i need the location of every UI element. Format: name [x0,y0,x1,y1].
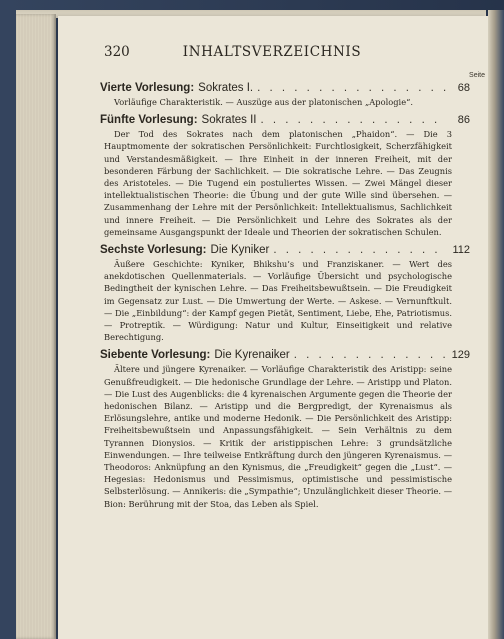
toc-entry-vierte [100,80,470,108]
lecture-subject: Sokrates I. [198,82,254,94]
toc-content [100,80,470,514]
toc-entry-heading [100,80,470,96]
lecture-summary: Der Tod des Sokrates nach dem platonischen „Phaidon“. — Die 3 Hauptmomente der sokratischen Persönlichkeit: Furchtlosigkeit, Scherzfähigkeit und Verstandesmäßigkeit. — Ihre Einheit in der inneren Freiheit, mit der besonderen Färbung der Sachlichkeit. — Die sokratische Lehre. — Das Zeugnis des Aristoteles. — Die Tugend ein postuliertes Wissen. — Zwei Mängel dieser intellektualistischen Theorie: die Übung und der gute Wille sind übersehen. — Zusammenhang der Lehre mit der Persönlichkeit: Intellektualismus, Sachlichkeit und innere Freiheit. — Die Persönlichkeit und Lehre des Sokrates als der gemeinsame Ausgangspunkt der Ideale und Theorien der sokratischen Schulen. [104,129,452,237]
running-title: INHALTSVERZEICHNIS [182,44,362,60]
lecture-summary: Äußere Geschichte: Kyniker, Bhikshu’s und Franziskaner. — Wert des anekdotischen Quellenmaterials. — Vorläufige Übersicht und psychologische Bedingtheit der kynischen Lehre. — Das Freiheitsbewußtsein. — Die Freudigkeit im Gegensatz zur Lust. — Die Umwertung der Werte. — Askese. — Vernunftkult. — Die „Einbildung“: der Kampf gegen Pietät, Sentiment, Liebe, Ehe, Patriotismus. — Protreptik. — Würdigung: Natur und Kultur, Einseitigkeit und relative Berechtigung. [104,259,452,343]
lecture-page-number: 68 [457,82,470,94]
lecture-title: Siebente Vorlesung: [100,349,211,362]
lecture-page-number: 112 [452,244,470,257]
lecture-title: Vierte Vorlesung: [100,82,195,94]
leader-dots [257,80,446,96]
toc-entry-heading [100,112,470,128]
lecture-subject: Die Kyrenaiker [214,349,290,362]
lecture-title: Fünfte Vorlesung: [100,114,198,127]
toc-entry-sechste [100,242,470,343]
lecture-page-number: 129 [451,349,470,362]
toc-entry-heading [100,242,470,258]
book-gutter [488,10,504,639]
leader-dots [261,112,447,128]
lecture-summary: Vorläufige Charakteristik. — Auszüge aus der platonischen „Apologie“. [114,97,414,107]
book-page-edges [16,14,56,639]
page-header [0,44,504,64]
lecture-page-number: 86 [457,114,470,127]
seite-label: Seite [469,72,485,79]
lecture-subject: Sokrates II [201,114,257,127]
toc-entry-siebente [100,347,470,509]
toc-entry-heading [100,347,470,363]
leader-dots [273,242,446,258]
leader-dots [294,347,446,363]
toc-entry-fuenfte [100,112,470,238]
lecture-title: Sechste Vorlesung: [100,244,207,257]
lecture-subject: Die Kyniker [210,244,270,257]
page-number: 320 [104,44,130,60]
lecture-summary: Ältere und jüngere Kyrenaiker. — Vorläufige Charakteristik des Aristipp: seine Genußfreudigkeit. — Die hedonische Grundlage der Lehre. — Aristipp und Platon. — Die Lust des Augenblicks: die 4 kyrenaischen Argumente gegen die Theorie der hedonischen Bilanz. — Aristipp und die Bergpredigt, der Kyrenaismus als Erlösungslehre, antike und moderne Hedonik. — Die Persönlichkeit des Aristipp: Freiheitsbewußtsein und Anpassungsfähigkeit. — Sein Verhältnis zu dem Tyrannen Dionysios. — Kritik der aristippischen Lehre: 3 grundsätzliche Einwendungen. — Ihre teilweise Entkräftung durch den jüngeren Kyrenaismus. — Theodoros: Anknüpfung an den Kynismus, die „Freudigkeit“ gegen die „Lust“. — Hegesias: Hedonismus und Pessimismus, optimistische und pessimistische Selbsterlösung. — Annikeris: die „Sympathie“; Unzulänglichkeit dieser Theorie. — Bion: Berührung mit der Stoa, das Leben als Spiel. [104,364,452,509]
